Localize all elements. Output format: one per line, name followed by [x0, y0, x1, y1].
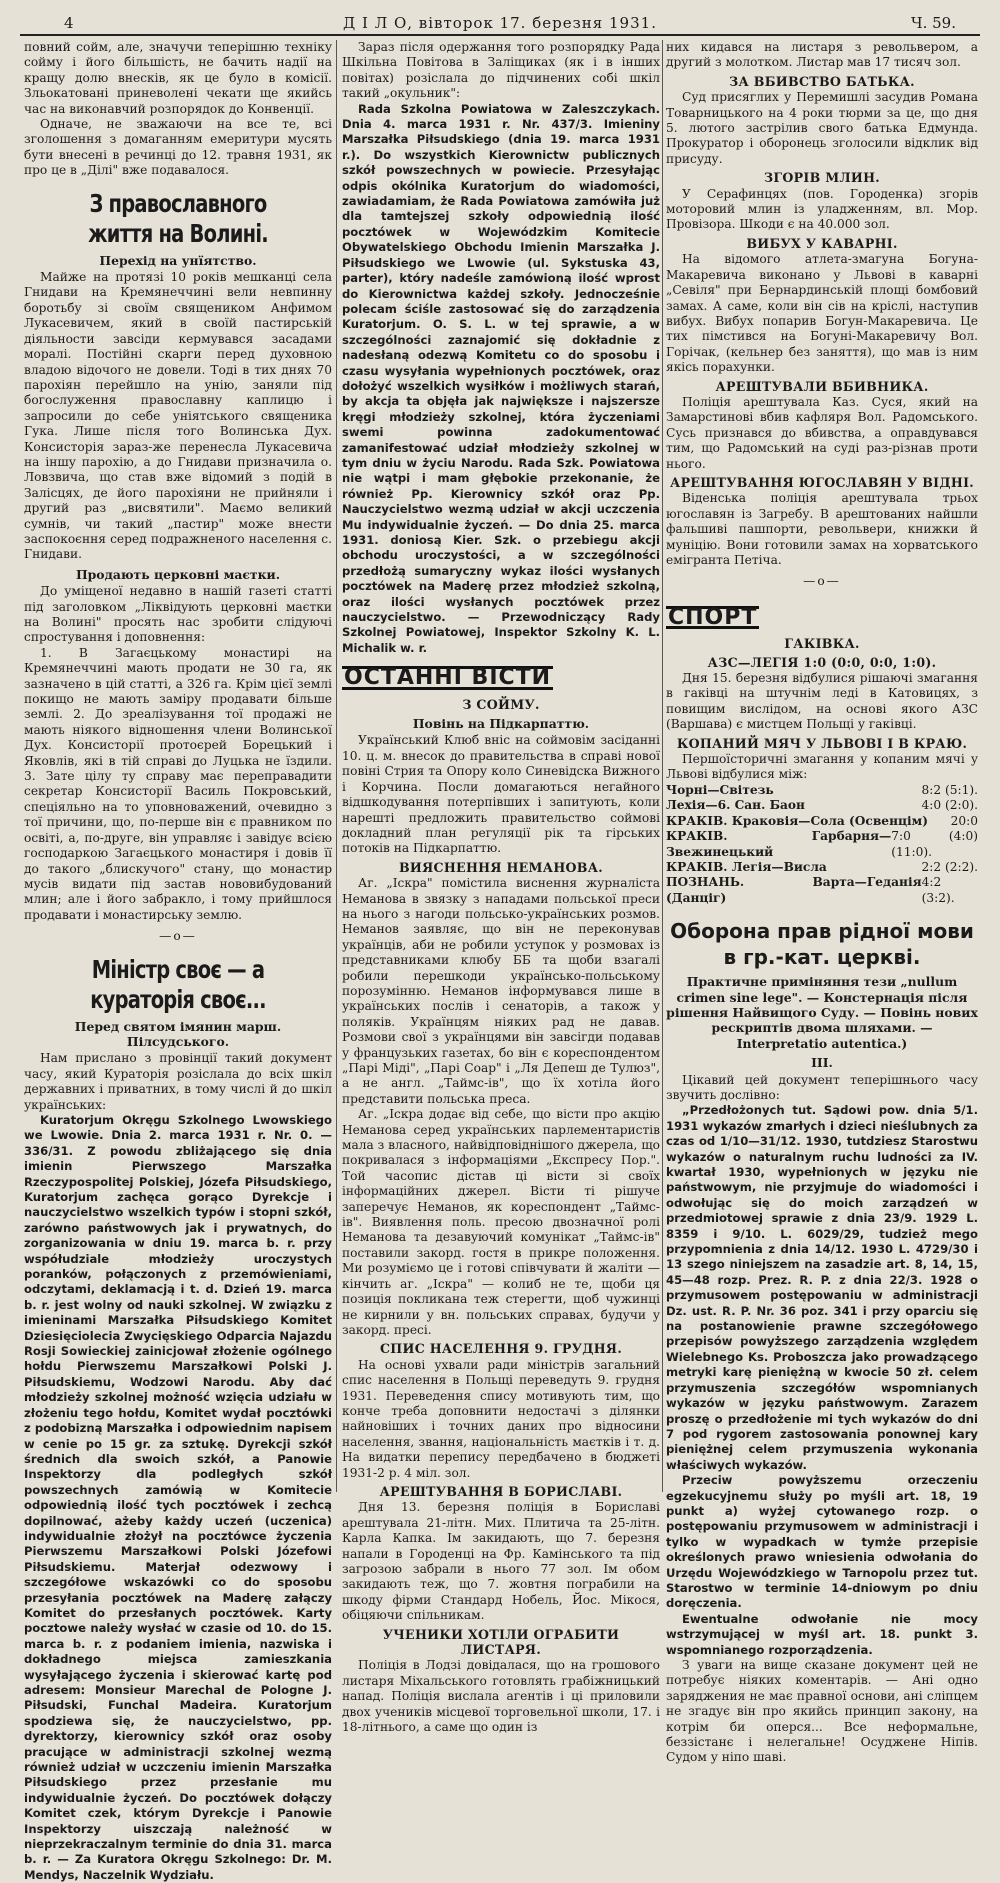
section-title-last-news: ОСТАННІ ВІСТИ — [344, 665, 552, 691]
paragraph: Дня 15. березня відбулися рішаючі змагання в гаківці на штучнім леді в Катовицях, з повищим вислідом, на основі якого АЗС (Варшава) є мистцем Польщі у гаківці. — [666, 671, 978, 732]
paragraph: На основі ухвали ради міністрів загальний спис населення в Польщі переведуть 9. грудня 1931. Переведення спису мотивують тим, що конче треба доповнити недостачі з ділянки найновіших і точних даних про відносини населення, звання, національність маєтків і т. д. На видатки перепису передбачено в бюджеті 1931-2 р. 4 міл. зол. — [342, 1357, 660, 1480]
paragraph: Першоїсторичні змагання у копаним мячі у Львові відбулися між: — [666, 752, 978, 782]
article-title-defense: Оборона прав рідної мови в гр.-кат. церкві. — [670, 919, 974, 970]
score: 7:0 (4:0) (11:0). — [891, 829, 978, 859]
polish-document: Ewentualne odwołanie nie mocy wstrzymującej w myśl art. 18. punkt 3. wspomnianego rozporządzenia. — [666, 1611, 978, 1657]
polish-document: Rada Szkolna Powiatowa w Zaleszczykach. Dnia 4. marca 1931 r. Nr. 437/3. Imieniny Marszałka Piłsudskiego (dnia 19. marca 1931 r.). Do wszystkich Kierownictw publicznych szkół powszechnych w powiecie. Przesyłając odpis okólnika Kuratorjum do wiadomości, zawiadamiam, że Rada Powiatowa zamówiła już dla tamtejszej szkoły odpowiednią ilość pocztówek w Wojewódzkim Komitecie Obywatelskiego Obchodu Imienin Marszałka J. Piłsudskiego we Lwowie (ul. Sykstuska 43, parter), który nadeśle zamówioną ilość wprost do Kierownictwa każdej szkoły. Jednocześnie polecam ściśle zastosować się do zarządzenia Kuratorjum. O. S. L. w tej sprawie, a w szczególności zaznajomić się dokładnie z nadesłaną odezwą Komitetu co do sposobu i czasu wysyłania wypełnionych pocztówek, oraz dołożyć wszelkich wysiłków i możliwych starań, by akcja ta objęła jak największe i najszersze kręgi młodzieży szkolnej, która życzeniami swemi powinna zadokumentować zamanifestować udział młodzieży szkolnej w tym dniu w życiu Narodu. Rada Szk. Powiatowa nie wątpi i mam głębokie przekonanie, że również Pp. Kierownicy szkół oraz Pp. Nauczycielstwo wezmą udział w akcji uczczenia Mu indywidualnie życzeń. — Do dnia 25. marca 1931. doniosą Kier. Szk. o przebiegu akcji obchodu uroczystości, a w szczególności przedłożą sumaryczny wykaz ilości wysłanych pocztówek na Maderę przez młodzież szkolną, oraz ilości wysłanych pocztówek przez nauczycielstwo. — Przewodniczący Rady Szkolnej Powiatowej, Inspektor Szkolny K. L. Michalik w. r. — [342, 101, 660, 655]
page-header — [20, 8, 980, 36]
match: КРАКІВ. Легія—Висла — [666, 859, 827, 874]
column-divider — [336, 40, 337, 1492]
column-divider — [662, 40, 663, 1492]
page-number: 4 — [64, 14, 74, 32]
paragraph: 1. В Загаєцькому монастирі на Кремянеччині мають продати не 30 га, як зазначено в цій статті, а 326 га. Крім цієї землі покищо не мають заміру продавати більше землі. 2. До зреалізування тої продажі не мають ніякого відношення члени Волинської Дух. Консисторії протоєрей Борецький і Яковлів, які в тій справі до Луцька не їздили. 3. Зате цілу ту справу має переправадити секретар Консисторії Василь Покровський, спеціяльно на то уповноважений, очевидно з тої причини, що, по-перше він є правником по освіті, а, по-друге, він управляє і завідує всією господаркою Загаєцького монастиря і довів її до такого „блискучого" стану, що монастир мусів видати під застав нововибудований млин; але і його забракло, і тому прийшлося продавати і монастирську землю. — [24, 645, 332, 922]
score: 20:0 — [950, 813, 978, 828]
paragraph: Зараз після одержання того розпорядку Рада Шкільна Повітова в Заліщиках (як і в інших повітах) розіслала до підчинених собі шкіл такий „окульник": — [342, 40, 660, 101]
paragraph: Дня 13. березня поліція в Бориславі арештувала 21-літн. Мих. Плитича та 25-літн. Карла Капка. Ім закидають, що 7. березня напали в Городенці на Фр. Камінського та під загрозою забрали в нього 77 зол. Ім обом закидають теж, що 7. жовтня пограбили на шкоду фірми Стандард Нобель, Йос. Мікося, обіцяючи спільникам. — [342, 1500, 660, 1623]
article-subtitle: Практичне приміняння тези „nullum crimen sine lege". — Констернація після рішення Найвищого Суду. — Повінь нових рескриптів двома шляхами. — Interpretatio autentica.) — [666, 974, 978, 1051]
paragraph: них кидався на листаря з револьвером, а другий з молотком. Листар мав 17 тисяч зол. — [666, 40, 978, 70]
polish-document: Przeciw powyższemu orzeczeniu egzekucyjnemu służy po myśli art. 18, 19 punkt a) wyżej cytowanego rozp. o postępowaniu przymusowem w administracji i tylko w wypadkach w tymże przepisie określonych prawo wniesienia odwołania do Urzędu Wojewódzkiego w Tarnopolu przez tut. Starostwo w terminie 14-dniowym po dniu doręczenia. — [666, 1473, 978, 1611]
news-heading: УЧЕНИКИ ХОТІЛИ ОГРАБИТИ ЛИСТАРЯ. — [382, 1626, 620, 1658]
paragraph: Поліція в Лодзі довідалася, що на грошового листаря Міхальського готовлять грабіжницький напад. Поліція вислала агентів і ці приловили двох учеників місцевої торговельної школи, 17. і 18-літнього, а саме що один із — [342, 1658, 660, 1735]
sport-result-row — [666, 798, 978, 813]
news-heading: ЗГОРІВ МЛИН. — [764, 170, 880, 186]
sport-result-row — [666, 783, 978, 798]
sport-result: АЗС—ЛЕГІЯ 1:0 (0:0, 0:0, 1:0). — [707, 654, 937, 670]
match: КРАКІВ. Краковія—Сола (Освенцім) — [666, 813, 928, 828]
news-heading: СПИС НАСЕЛЕННЯ 9. ГРУДНЯ. — [379, 1341, 623, 1357]
article-subtitle: Перед святом імянин марш. Пілсудського. — [74, 1018, 282, 1049]
match: ПОЗНАНЬ. Варта—Геданія (Данціг) — [666, 875, 922, 905]
paragraph: Український Клюб вніс на соймовім засіданні 10. ц. м. внесок до правительства в справі нової повіні Стрия та Опору коло Синевідска Вижного і Корчина. Посли домагаються негайного відшкодування потерпівших і запитують, коли нарешті предложить правительство соймові докладний план регуляції рік та гірських потоків на Підкарпаттю. — [342, 733, 660, 856]
news-heading: З СОЙМУ. — [462, 696, 540, 712]
masthead: Д І Л О, вівторок 17. березня 1931. — [343, 14, 657, 32]
paragraph: Аг. „Іскра додає від себе, що вісти про акцію Неманова серед українських парлементаристів мала з власного, найвідповіднішого джерела, що покривалася з інформаціями „Експресу Пор.". Той часопис дістав ці вісти зі своїх інформаційних джерел. Вісти ті рішуче заперечує Неманов, як кореспондент „Таймс-ів". Виявлення поль. пресою двозначної ролі Неманова та дезавуючий комунікат „Таймс-ів" поставили закорд. гостя в прикре положення. Ми розуміємо це і готові співчувати й жаліти — кінчить аг. „Іскра" — колиб не те, щоби ця позиція покликана теж стерегти, щоб чужинці не кирнили у вн. польських справах, будучи у закорд. пресі. — [342, 1107, 660, 1337]
polish-document: „Przedłożonych tut. Sądowi pow. dnia 5/1. 1931 wykazów zmarłych i dzieci nieślubnych za czas od 1/10—31/12. 1930, tutdziesz Starostwu wykazów o naturalnym ruchu ludności za IV. kwartał 1930, wypełnionych w języku nie państwowym, nie przyjmuje do wiadomości i odwołując się do moich zarządzeń w przedmiotowej sprawie z dnia 23/9. 1929 L. 8359 i 9/10. L. 6029/29, tudzież mego przypomnienia z dnia 14/12. 1930 L. 4729/30 i 13 szego niniejszem na zasadzie art. 8, 14, 15, 45—48 rozp. Prez. R. P. z dnia 22/3. 1928 o przymusowem postępowaniu w administracji Dz. ust. R. P. Nr. 36 poz. 341 i przy oparciu się na postanowienie prawne szczegółowego przepisów powyższego zarządzenia względem Wielebnego Ks. Proboszcza jako prowadzącego metryki karę pieniężną w kwocie 50 zł. celem przymuszenia szczegółów wspomnianych wykazów w języku państwowym. Zarazem proszę o przedłożenie mi tych wykazów do dni 7 pod rygorem zastosowania ponownej kary pieniężnej celem przymuszenia wykonania właściwych wykazów. — [666, 1103, 978, 1472]
paragraph: До уміщеної недавно в нашій газеті статті під заголовком „Ліквідують церковні маєтки на Волині" просять нас зробити слідуючі спростування і доповнення: — [24, 584, 332, 645]
paragraph: Цікавий цей документ теперішнього часу звучить дослівно: — [666, 1072, 978, 1102]
paragraph: Одначе, не зважаючи на все те, всі зголошення з домаганням емеритури мусять бути внесені в речинці до 12. травня 1931, як про це в „Ділі" вже подавалося. — [24, 117, 332, 178]
section-number: III. — [811, 1055, 833, 1071]
news-heading: АРЕШТУВАЛИ ВБИВНИКА. — [715, 378, 929, 394]
news-heading: ВИЯСНЕННЯ НЕМАНОВА. — [398, 859, 603, 875]
column-3 — [666, 40, 978, 1765]
issue-number: Ч. 59. — [911, 14, 956, 32]
separator: —о— — [803, 574, 841, 589]
match: КРАКІВ. Гарбарня—Звежинецький — [666, 829, 892, 859]
paragraph: Майже на протязі 10 років мешканці села Гнидави на Кремянеччині вели невпинну боротьбу зі своїм священиком Анфимом Лукасевичем, який в своїй пастирській діяльности завсіди кермувався засадами моралі. Постійні скарги перед духовною владою відочого не довели. Тоді в тих днях 70 парохіян перейшло на унію, заняли під богослуження православну каплицю і запросили до себе уніятського священика Гука. Лише після того Волинська Дух. Консисторія зараз-же перенесла Лукасевича на іншу парохію, а до Гнидави призначила о. Ловзвича, що став вже відомий з подій в Залісцях, де його парохіяни не прийняли і другий раз „висвятили". Маємо великий сумнів, чи такий „пастир" може внести заспокоєння серед подражненого населення с. Гнидави. — [24, 270, 332, 562]
polish-document: Kuratorjum Okręgu Szkolnego Lwowskiego we Lwowie. Dnia 2. marca 1931 r. Nr. 0. — 336/31. Z powodu zbliżającego się dnia imienin Pierwszego Marszałka Rzeczypospolitej Polskiej, Józefa Piłsudskiego, Kuratorjum zachęca gorąco Dyrekcje i nauczycielstwo wszelkich typów i stopni szkół, zarówno państwowych jak i prywatnych, do zorganizowania w dniu 19. marca b. r. przy współudziale młodzieży uroczystych poranków, połączonych z przemówieniami, odczytami, deklamacją i t. d. Dzień 19. marca b. r. jest wolny od nauki szkolnej. W związku z imieninami Marszałka Piłsudskiego Komitet Dziesięciolecia Zwycięskiego Odparcia Najazdu Rosji Sowieckiej zainicjował złożenie ogólnego hołdu Pierwszemu Marszałkowi Polski J. Piłsudskiemu, Wodzowi Narodu. Aby dać młodzieży szkolnej możność wzięcia udziału w złożeniu tego hołdu, Komitet wydał pocztówki z podobizną Marszałka i odpowiednim napisem w cenie po 15 gr. za sztukę. Dyrekcji szkół średnich dla swoich szkół, a Panowie Inspektorzy dla podległych szkół powszechnych zamówią w Komitecie odpowiednią ilość tych pocztówek i zechcą dopilnować, ażeby każdy uczeń (uczenica) indywidualnie złożył na pocztówce życzenia Pierwszemu Marszałkowi Polski Józefowi Piłsudskiemu. Materjał odezwowy i szczegółowe wskazówki co do sposobu przesyłania pocztówek na Maderę załączy Komitet do przesłanych pocztówek. Karty pocztowe należy wysłać w czasie od 10. do 15. marca b. r. z podaniem imienia, nazwiska i dokładnego miejsca zamieszkania wysyłającego życzenia i skierować kartę pod adresem: Monsieur Marechal de Pologne J. Piłsudski, Funchal Madeira. Kuratorjum spodziewa się, że nauczycielstwo, pp. dyrektorzy, kierownicy szkół oraz osoby pracujące w administracji szkolnej wezmą również udział w uczczeniu imienin Marszałka Piłsudskiego przez przesłanie mu indywidualnie życzeń. Do pocztówek dołączy Komitet czek, którym Dyrekcje i Panowie Inspektorzy uiszczają należność w nieprzekraczalnym terminie do dnia 31. marca b. r. — Za Kuratora Okręgu Szkolnego: Dr. M. Mendys, Naczelnik Wydziału. — [24, 1112, 332, 1882]
news-heading: ВИБУХ У КАВАРНІ. — [746, 235, 898, 251]
paragraph: З уваги на вище сказане документ цей не потребує ніяких коментарів. — Ані одно заряджения не має правної основи, ані сліпцем не згадує він про якийсь принцип закону, на котрім би оперся... Все неформальне, беззістанє і нелегальне! Осуджене Ніпів. Судом у ніпо шаві. — [666, 1658, 978, 1765]
column-2 — [342, 40, 660, 1735]
sport-result-row — [666, 860, 978, 875]
sport-result-row — [666, 814, 978, 829]
sport-result-row — [666, 875, 978, 906]
score: 4:2 (3:2). — [921, 875, 955, 905]
sport-result-row — [666, 829, 978, 860]
match: Лехія—6. Сан. Баон — [666, 798, 805, 813]
score: 2:2 (2:2). — [921, 859, 978, 874]
sport-heading: КОПАНИЙ МЯЧ У ЛЬВОВІ І В КРАЮ. — [676, 735, 968, 751]
news-heading: АРЕШТУВАННЯ ЮГОСЛАВЯН У ВІДНІ. — [670, 474, 974, 490]
news-heading: АРЕШТУВАННЯ В БОРИСЛАВІ. — [379, 1483, 623, 1499]
article-title-minister: Міністр своє — а кураторія своє... — [90, 954, 266, 1014]
score: 4:0 (2:0). — [921, 798, 978, 813]
article-title-volyn: З православного життя на Волині. — [88, 188, 268, 248]
paragraph: У Серафинцях (пов. Городенка) згорів моторовий млин із уладженням, вл. Мор. Провізора. Шкоди є на 40.000 зол. — [666, 186, 978, 232]
news-subheading: Повінь на Підкарпаттю. — [412, 716, 590, 732]
section-title-sport: СПОРТ — [668, 604, 758, 630]
score: 8:2 (5:1). — [921, 782, 978, 797]
separator: —о— — [159, 929, 197, 944]
paragraph: повний сойм, але, значучи теперішню техніку сойму і його більшість, не бачить надії на кращу долю внесків, як це було в комісії. Зльокатовані приневолені чекати ще якийсь час на виконавчий розпорядок до Конвенції. — [24, 40, 332, 116]
article-subtitle: Продають церковні маєтки. — [75, 566, 281, 582]
paragraph: Аг. „Іскра" помістила виснення журналіста Неманова в звязку з нападами польської преси на нього з нагоди польсько-українських розмов. Неманов заявляє, що він не переконував українців, аби не робили уступок у розмовах із представниками клюбу ББ та щоби взагалі робили перешкоди українсько-польському порозумінню. Неманов інформувався лише в українських послів і сенаторів, а також у поляків. Українцям ніяких рад не давав. Розмови свої з українцями він завсігди подавав у французьких газетах, бо він є кореспондентом „Парі Міді", „Парі Соар" і „Ля Депеш де Тулюз", а не англ. „Таймс-ів", що їх хотіла його представити польська преса. — [342, 876, 660, 1106]
column-1 — [24, 40, 332, 1882]
paragraph: Віденська поліція арештувала трьох югославян із Загребу. В арештованих найшли фальшиві пашпорти, револьвери, книжки й муніцію. Вони готовили замах на хорватського емігранта Петіча. — [666, 491, 978, 567]
paragraph: Нам прислано з провінції такий документ часу, який Кураторія розіслала до всіх шкіл державних і приватних, в тому числі й до шкіл українських: — [24, 1051, 332, 1112]
paragraph: Поліція арештувала Каз. Суся, який на Замарстинові вбив кафляря Вол. Радомського. Сусь признався до вбивства, а оправдувався тим, що Радомський на суді раз-різнав проти нього. — [666, 394, 978, 471]
match: Чорні—Світезь — [666, 782, 774, 797]
sport-heading: ГАКІВКА. — [784, 636, 860, 652]
article-subtitle: Перехід на унїятство. — [99, 252, 257, 268]
news-heading: ЗА ВБИВСТВО БАТЬКА. — [729, 73, 915, 89]
paragraph: Суд присяглих у Перемишлі засудив Романа Товарницького на 4 роки тюрми за це, що дня 5. лютого застрілив свого батька Едмунда. Прокуратор і оборонець зголосили відклик від присуду. — [666, 90, 978, 166]
paragraph: На відомого атлета-змагуна Богуна-Макаревича виконано у Львові в каварні „Севіля" при Бернардинській площі бомбовий замах. А саме, коли він сів на кріслі, наступив вибух. Вибух попарив Богун-Макаревича. Це тих пімстився на Богуні-Макаревичу Вол. Горічак, (кельнер без заняття), що мав із ним якісь порахунки. — [666, 252, 978, 375]
